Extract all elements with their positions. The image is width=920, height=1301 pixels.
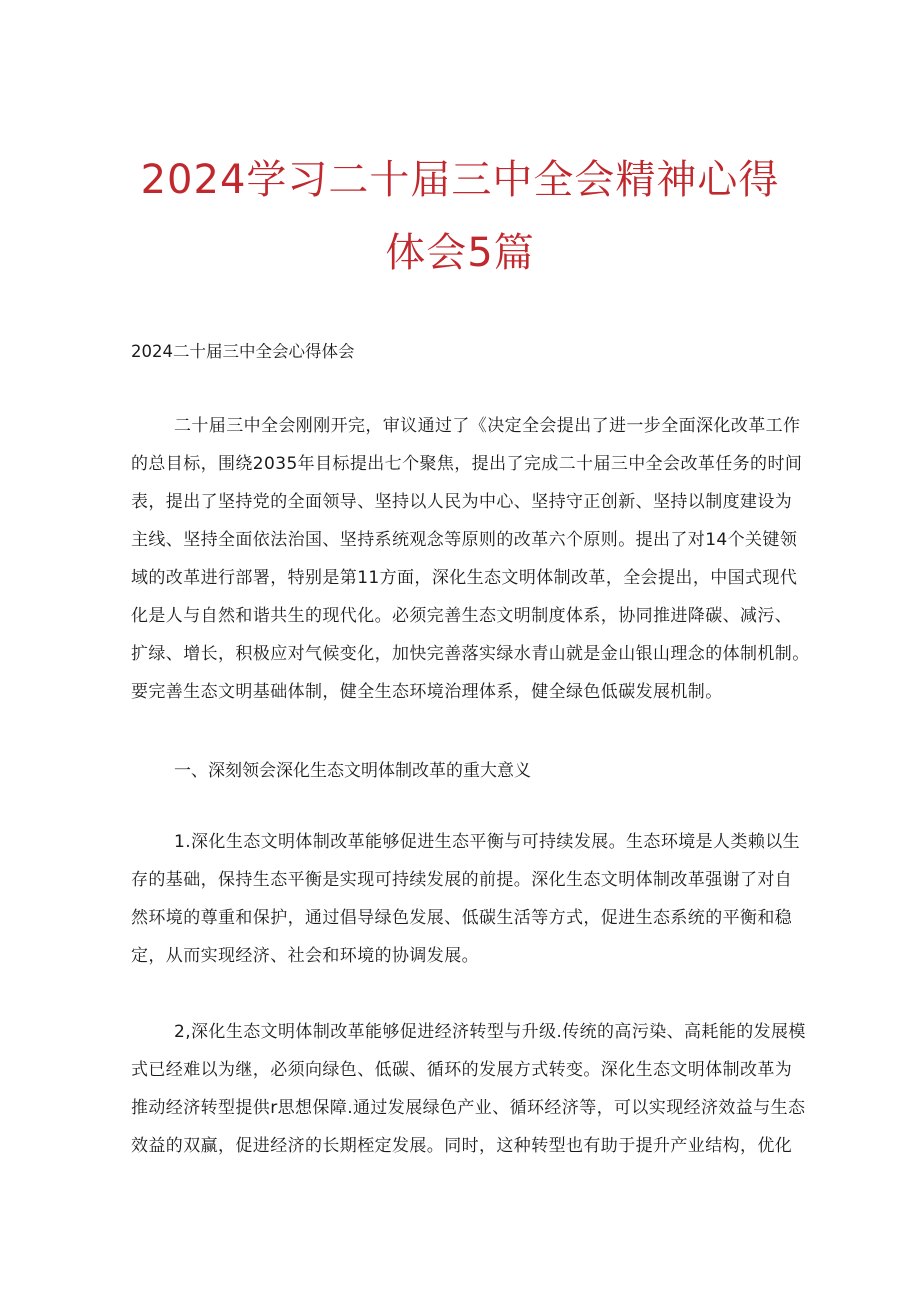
text-line: 二十届三中全会刚刚开完，审议通过了《决定全会提出了进一步全面深化改革工作	[174, 416, 801, 436]
text-line: 效益的双赢，促进经济的长期桎定发展。同时，这种转型也有助于提升产业结构，优化	[131, 1136, 793, 1156]
document-title-line-2: 体会5篇	[385, 230, 535, 276]
text-line: 扩绿、增长，积极应对气候变化，加快完善落实绿水青山就是金山银山理念的体制机制。	[131, 644, 810, 664]
text-line: 式已经难以为继，必须向绿色、低碳、循环的发展方式转变。深化生态文明体制改革为	[131, 1060, 793, 1080]
text-line: 定，从而实现经济、社会和环境的协调发展。	[131, 946, 479, 966]
document-subtitle: 2024二十届三中全会心得体会	[131, 342, 355, 361]
text-line: 2,深化生态文明体制改革能够促进经济转型与升级.传统的高污染、高耗能的发展模	[174, 1022, 806, 1042]
text-line: 要完善生态文明基础体制，健全生态环境治理体系，健全绿色低碳发展机制。	[131, 682, 723, 702]
text-line: 主线、坚持全面依法治国、坚持系统观念等原则的改革六个原则。提出了对14个关键领	[131, 530, 798, 550]
paragraph-point-1	[131, 823, 801, 975]
text-line: 域的改革进行部署，特别是第11方面，深化生态文明体制改革，全会提出，中国式现代	[131, 568, 798, 588]
text-line: 化是人与自然和谐共生的现代化。必须完善生态文明制度体系，协同推进降碳、减污、	[131, 606, 793, 626]
text-line: 表，提出了坚持党的全面领导、坚持以人民为中心、坚持守正创新、坚持以制度建设为	[131, 492, 793, 512]
paragraph-point-2	[131, 1013, 806, 1165]
text-line: 推动经济转型提供r思想保障.通过发展绿色产业、循环经济等，可以实现经济效益与生态	[131, 1098, 806, 1118]
text-line: 存的基础，保持生态平衡是实现可持续发展的前提。深化生态文明体制改革强谢了对自	[131, 870, 793, 890]
section-heading: 一、深刻领会深化生态文明体制改革的重大意义	[174, 761, 531, 781]
document-title-line-1: 2024学习二十届三中全会精神心得	[140, 157, 780, 203]
text-line: 1.深化生态文明体制改革能够促进生态平衡与可持续发展。生态环境是人类赖以生	[174, 832, 801, 852]
paragraph-intro	[131, 407, 810, 711]
text-line: 然环境的尊重和保护，通过倡导绿色发展、低碳生活等方式，促进生态系统的平衡和稳	[131, 908, 793, 928]
text-line: 的总目标，围绕2035年目标提出七个聚焦，提出了完成二十届三中全会改革任务的时间	[131, 454, 803, 474]
